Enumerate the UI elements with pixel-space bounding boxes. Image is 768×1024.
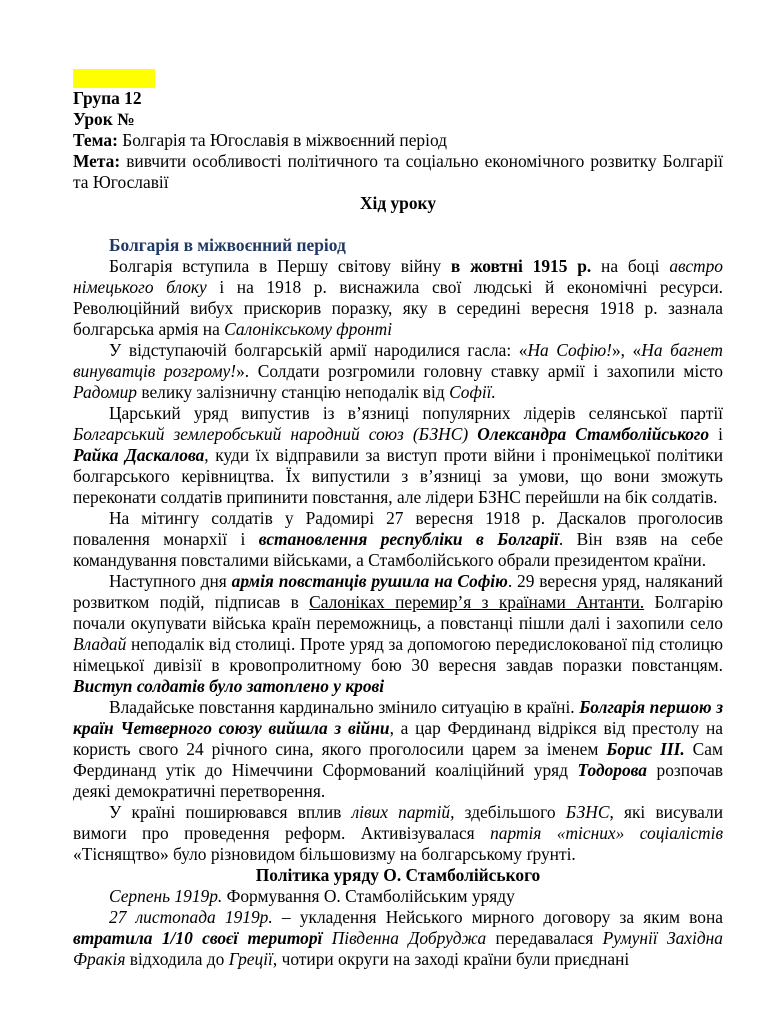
p8-b: Формування О. Стамболійським уряду [222, 886, 515, 906]
paragraph-5 [73, 571, 723, 697]
p7-d: БЗНС [565, 802, 610, 822]
p3-f: Райка Даскалова [73, 445, 205, 465]
p9-i: Західна Фракія [73, 928, 723, 969]
p5-d: Салоніках перемир’я з країнами Антанти. [309, 592, 645, 612]
p2-h: Софії. [449, 382, 496, 402]
lesson-title-text: Хід уроку [359, 193, 437, 213]
p9-a: 27 листопада 1919р. [109, 907, 273, 927]
section-heading-bulgaria: Болгарія в міжвоєнний період [109, 235, 346, 255]
p9-e: Південна Добруджа [331, 928, 487, 948]
paragraph-6 [73, 697, 723, 802]
p7-f: партія «тісних» соціалістів [490, 823, 723, 843]
group-text: Група 12 [73, 88, 142, 108]
blank-line [73, 214, 723, 235]
p7-g: «Тіснящтво» було різновидом більшовизму на болгарському ґрунті. [73, 844, 576, 864]
p3-g: , куди їх відправили за виступ проти війни і пронімецької політики болгарського керівництва. Їх випустили з в’язниці за умови, що вони зможуть переконати солдатів припинити повстання, але лідери БЗНС перейшли на бік солдатів. [73, 445, 723, 507]
goal-label: Мета: [73, 151, 121, 171]
paragraph-1 [73, 256, 723, 340]
p7-a: У країні поширювався вплив [109, 802, 352, 822]
p9-h [658, 928, 667, 948]
p9-b: – укладення Нейського мирного договору за яким вона [272, 907, 723, 927]
goal-line [73, 151, 723, 193]
p3-d: Олександра Стамболійського [477, 424, 710, 444]
p3-e: і [709, 424, 723, 444]
p2-a: У відступаючій болгарській армії народилися гасла: « [109, 340, 528, 360]
p6-d: Борис ІІІ. [606, 739, 685, 759]
paragraph-4 [73, 508, 723, 571]
p8-a: Серпень 1919р. [109, 886, 223, 906]
p1-b: в жовтні 1915 р. [450, 256, 592, 276]
p1-e: і на 1918 р. виснажила свої людські й економічні ресурси. Революційний вибух прискорив поразку, яку в середині вересня 1918 р. зазнала болгарська армія на [73, 277, 723, 339]
p5-h: Виступ солдатів було затоплено у крові [73, 676, 385, 696]
group-line [73, 88, 723, 109]
lesson-line [73, 109, 723, 130]
p1-f: Салонікському фронті [224, 319, 393, 339]
p3-a: Царський уряд випустив із в’язниці популярних лідерів селянської партії [109, 403, 723, 423]
lesson-title [73, 193, 723, 214]
p5-f: Владай [73, 634, 127, 654]
p6-a: Владайське повстання кардинально змінило ситуацію в країні. [109, 697, 580, 717]
section-heading-stamboliyski [73, 865, 723, 886]
goal-text: вивчити особливості політичного та соціально економічного розвитку Болгарії та Югославії [73, 151, 723, 192]
p2-b: На Софію! [527, 340, 612, 360]
p6-b: Болгарія першою з країн Четверного союзу вийшла з війни [73, 697, 723, 738]
p6-f: Тодорова [577, 760, 648, 780]
p6-e: Сам Фердинанд утік до Німеччини Сформований коаліційний уряд [73, 739, 724, 780]
paragraph-3 [73, 403, 723, 508]
topic-label: Тема: [73, 130, 118, 150]
p5-e: Болгарію почали окупувати війська країн переможниць, а повстанці пішли далі і захопили село [73, 592, 724, 633]
p9-f: передавалася [486, 928, 603, 948]
p9-g: Румунії [602, 928, 658, 948]
p6-c: , а цар Фердинанд відрікся від престолу на користь свого 24 річного сина, якого проголосили царем за іменем [73, 718, 723, 759]
p5-g: неподалік від столиці. Проте уряд за допомогою передислокованої під столицю німецької дивізії в кровопролитному бою 30 вересня завдав поразки повстанцям. [73, 634, 723, 675]
p2-c: », « [611, 340, 642, 360]
p7-e: , які висували вимоги про проведення реформ. Активізувалася [73, 802, 724, 843]
paragraph-9 [73, 907, 723, 970]
p9-c: втратила 1/10 своєї територї [73, 928, 323, 948]
p2-f: Радомир [73, 382, 137, 402]
p6-g: розпочав деякі демократичні перетворення. [73, 760, 723, 801]
p5-b: армія повстанців рушила на Софію [231, 571, 508, 591]
topic-line [73, 130, 723, 151]
p9-k: Греції [228, 949, 273, 969]
section2-title-text: Політика уряду О. Стамболійського [255, 865, 541, 885]
p4-a: На мітингу солдатів у Радомирі 27 вересня 1918 р. Даскалов проголосив повалення монархії і [73, 508, 723, 549]
p2-e: ». Солдати розгромили головну ставку армії і захопили місто [236, 361, 724, 381]
p9-l: , чотири округи на заході країни були приєднані [272, 949, 630, 969]
yellow-highlight-mark [73, 69, 155, 88]
p3-b: Болгарський землеробський народний союз (БЗНС) [73, 424, 469, 444]
p5-c: . 29 вересня уряд, наляканий розвитком подій, підписав в [73, 571, 723, 612]
document-body [73, 88, 723, 970]
p7-c: здебільшого [454, 802, 566, 822]
topic-text: Болгарія та Югославія в міжвоєнний період [117, 130, 447, 150]
lesson-number-text: Урок № [73, 109, 135, 129]
p4-c: . Він взяв на себе командування повсталими військами, а Стамболійського обрали президентом країни. [73, 529, 723, 570]
p2-d: На багнет винуватців розгрому! [73, 340, 723, 381]
paragraph-2 [73, 340, 723, 403]
p3-c [468, 424, 477, 444]
paragraph-8 [73, 886, 723, 907]
p1-d: австро німецького блоку [73, 256, 723, 297]
p2-g: велику залізничну станцію неподалік від [136, 382, 450, 402]
p4-b: встановлення республіки в Болгарії [258, 529, 559, 549]
p7-b: лівих партій, [351, 802, 455, 822]
p1-a: Болгарія вступила в Першу світову війну [109, 256, 451, 276]
p1-c: на боці [591, 256, 670, 276]
p9-j: відходила до [125, 949, 229, 969]
p5-a: Наступного дня [109, 571, 232, 591]
paragraph-7 [73, 802, 723, 865]
p9-d [322, 928, 331, 948]
